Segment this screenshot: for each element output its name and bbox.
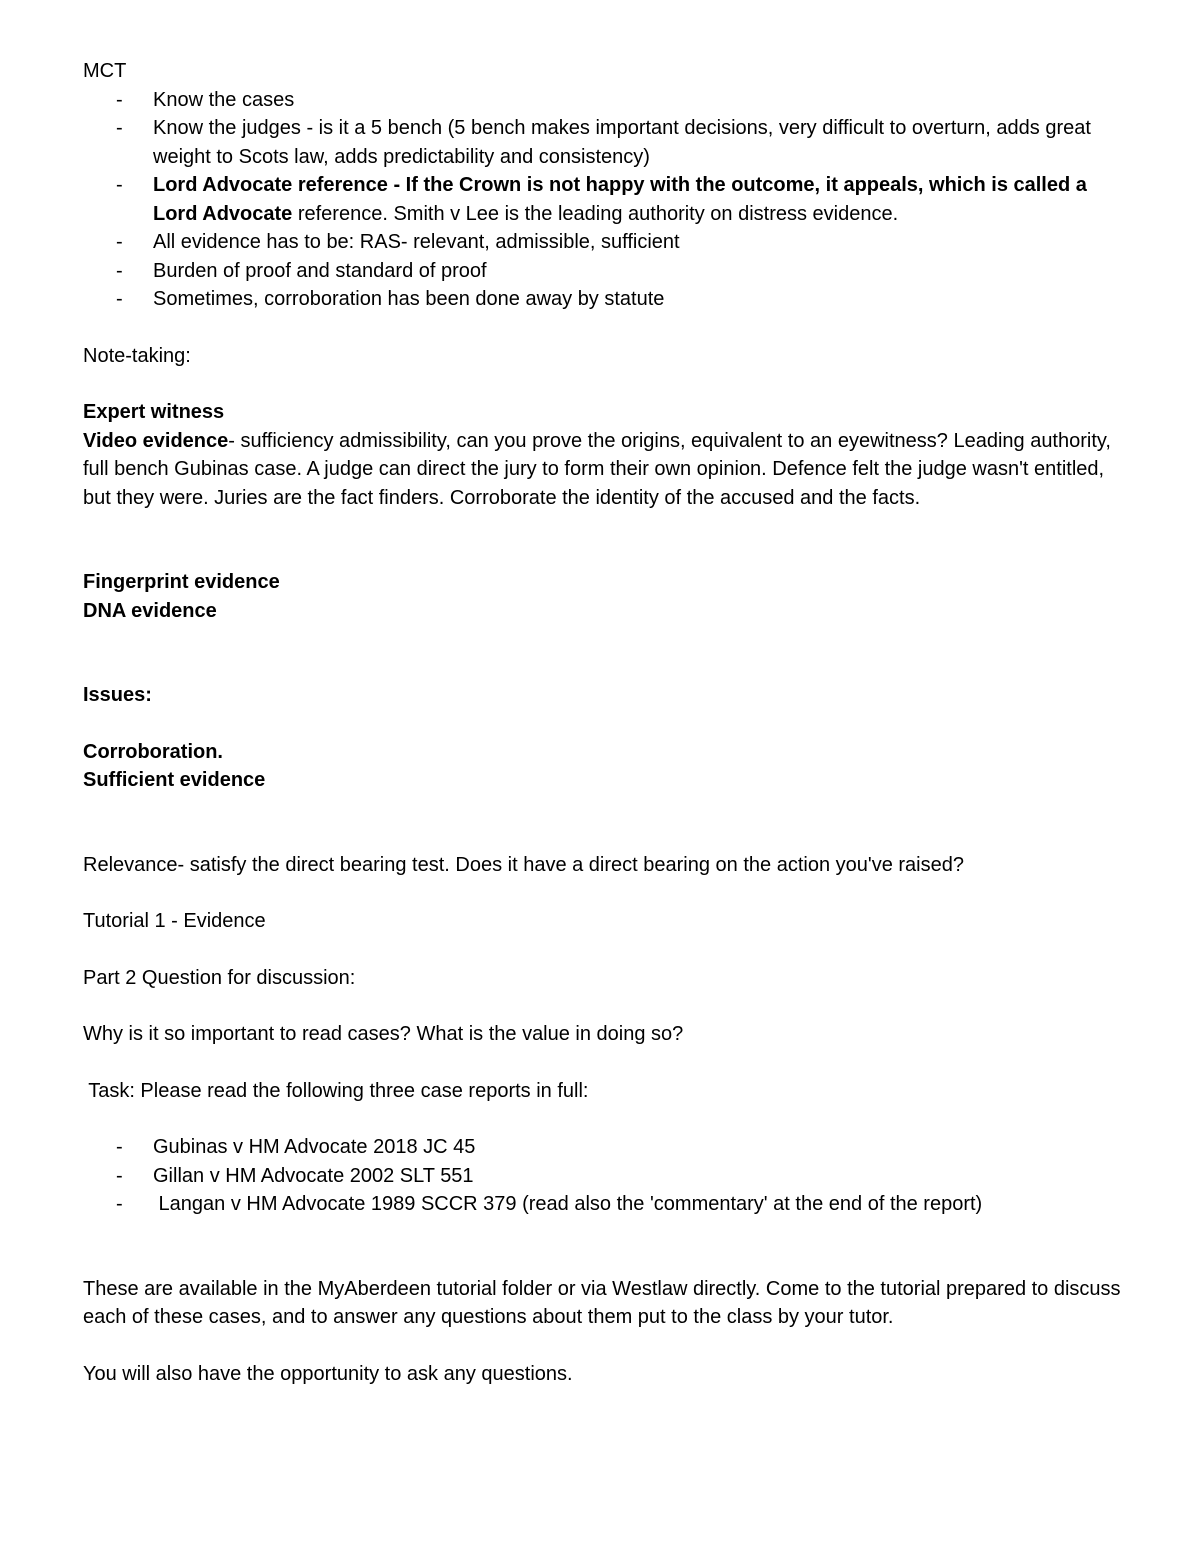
list-item-text: reference. Smith v Lee is the leading authority on distress evidence. — [292, 202, 899, 225]
tutorial-title: Tutorial 1 - Evidence — [83, 910, 266, 932]
list-item-bold-text: Lord Advocate reference - If the Crown is not happy with the outcome, it appeals, which is called a Lord Advocate — [153, 174, 1087, 225]
dash-bullet: - — [116, 1136, 123, 1158]
list-item-text: Know the judges - is it a 5 bench (5 bench makes important decisions, very difficult to overturn, adds great weight to Scots law, adds predictability and consistency) — [153, 117, 1091, 168]
task-text: Task: Please read the following three case reports in full: — [83, 1079, 589, 1102]
dash-bullet: - — [116, 174, 123, 196]
list-item — [83, 1133, 1123, 1162]
cases-list — [83, 1133, 1123, 1219]
list-item — [83, 86, 1123, 115]
heading-mct: MCT — [83, 60, 127, 82]
dna-heading: DNA evidence — [83, 599, 217, 622]
corroboration-heading: Corroboration. — [83, 740, 223, 763]
list-item-text: Know the cases — [153, 88, 295, 111]
why-question: Why is it so important to read cases? What is the value in doing so? — [83, 1023, 684, 1045]
dash-bullet: - — [116, 117, 123, 139]
dash-bullet: - — [116, 1193, 123, 1215]
video-evidence-paragraph — [83, 427, 1123, 513]
dash-bullet: - — [116, 288, 123, 310]
list-item — [83, 285, 1123, 314]
list-item — [83, 1190, 1123, 1219]
list-item-text: Burden of proof and standard of proof — [153, 259, 487, 282]
case-text: Gillan v HM Advocate 2002 SLT 551 — [153, 1164, 474, 1187]
list-item — [83, 114, 1123, 171]
mct-list — [83, 86, 1123, 314]
note-taking-label: Note-taking: — [83, 344, 191, 367]
issues-heading: Issues: — [83, 684, 152, 706]
case-text: Langan v HM Advocate 1989 SCCR 379 (read also the 'commentary' at the end of the report) — [153, 1193, 983, 1215]
dash-bullet: - — [116, 259, 123, 282]
document-page — [83, 57, 1123, 1388]
list-item — [83, 257, 1123, 286]
list-item — [83, 171, 1123, 228]
relevance-text: Relevance- satisfy the direct bearing test. Does it have a direct bearing on the action you've raised? — [83, 853, 964, 876]
list-item — [83, 228, 1123, 257]
dash-bullet: - — [116, 88, 123, 111]
case-text: Gubinas v HM Advocate 2018 JC 45 — [153, 1136, 476, 1158]
list-item-text: Sometimes, corroboration has been done away by statute — [153, 288, 665, 310]
availability-paragraph: These are available in the MyAberdeen tutorial folder or via Westlaw directly. Come to the tutorial prepared to discuss each of these cases, and to answer any questions about them put to the class by your tutor. — [83, 1277, 1121, 1328]
dash-bullet: - — [116, 231, 123, 253]
list-item — [83, 1162, 1123, 1191]
expert-witness-heading: Expert witness — [83, 401, 225, 423]
sufficient-evidence-heading: Sufficient evidence — [83, 769, 266, 791]
video-evidence-text: - sufficiency admissibility, can you prove the origins, equivalent to an eyewitness? Leading authority, full bench Gubinas case. A judge can direct the jury to form their own opinion. Defence felt the judge wasn't entitled, but they were. Juries are the fact finders. Corroborate the identity of the accused and the facts. — [83, 429, 1111, 509]
list-item-text: All evidence has to be: RAS- relevant, admissible, sufficient — [153, 231, 680, 253]
part2-label: Part 2 Question for discussion: — [83, 966, 356, 989]
video-evidence-heading: Video evidence — [83, 429, 229, 452]
fingerprint-heading: Fingerprint evidence — [83, 571, 280, 593]
opportunity-text: You will also have the opportunity to ask any questions. — [83, 1362, 573, 1385]
dash-bullet: - — [116, 1164, 123, 1187]
